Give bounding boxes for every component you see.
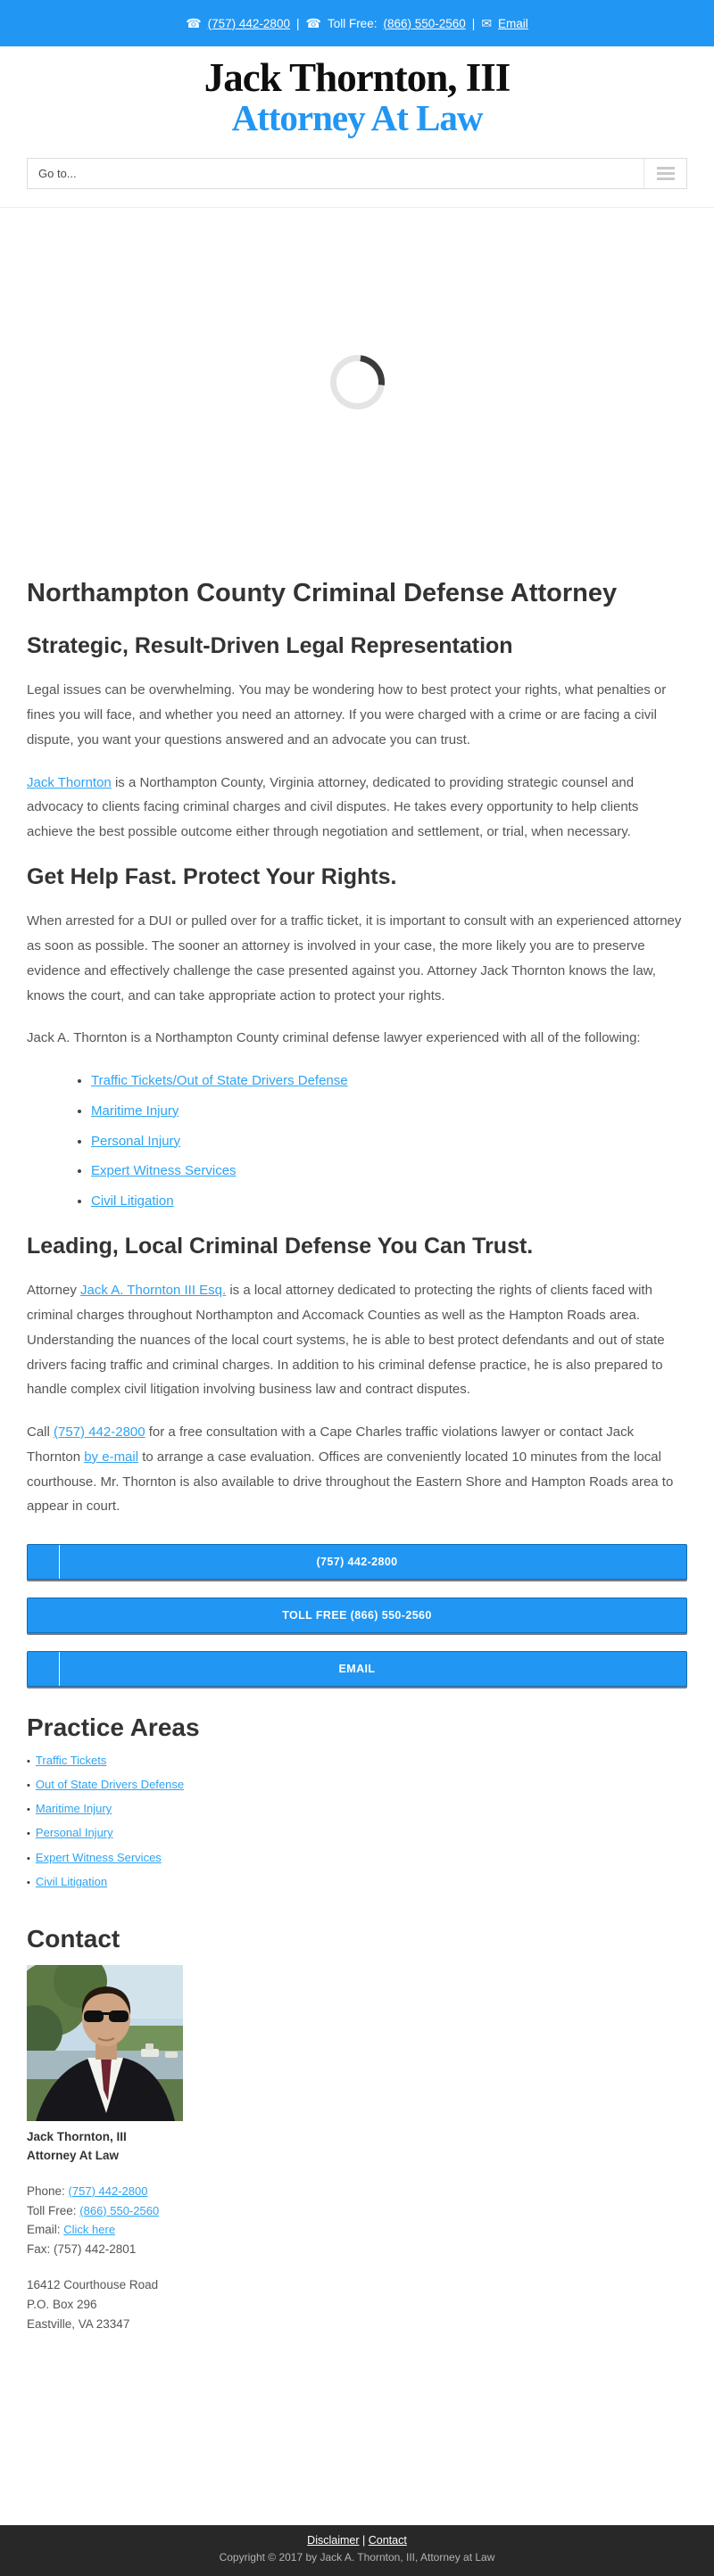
practice-area-item (27, 1873, 687, 1891)
inline-link[interactable]: by e-mail (84, 1449, 139, 1465)
main-nav (27, 158, 687, 189)
trust-paragraph (27, 1278, 687, 1402)
text-run: is a Northampton County, Virginia attorney, dedicated to providing strategic counsel and advocacy to clients facing criminal charges and civil disputes. He takes every opportunity to help clients achieve the best possible outcome either through negotiation and settlement, or trial, when necessary. (27, 774, 639, 839)
service-list-item (91, 1159, 687, 1184)
footer-links (0, 2534, 714, 2547)
text-run: Legal issues can be overwhelming. You may be wondering how to best protect your rights, what penalties or fines you will face, and whether you need an attorney. If you were charged with a crime or are facing a civil dispute, you want your questions answered and an advocate you can trust. (27, 682, 667, 747)
cta-button-label: TOLL FREE (866) 550-2560 (282, 1609, 432, 1622)
text-run: Call (27, 1424, 54, 1440)
service-link[interactable]: Civil Litigation (91, 1193, 174, 1209)
practice-area-link[interactable]: Out of State Drivers Defense (35, 1778, 185, 1792)
phone-icon: ☎ (305, 15, 321, 30)
footer-separator: | (359, 2534, 369, 2547)
contact-label: Fax: (757) 442-2801 (27, 2242, 137, 2257)
top-contact-bar (0, 0, 714, 46)
site-title: Jack Thornton, III (203, 55, 511, 100)
topbar-tollfree-link[interactable]: (866) 550-2560 (383, 16, 466, 30)
intro-paragraph (27, 678, 687, 752)
tollfree-label: Toll Free: (327, 16, 378, 30)
topbar-separator: | (295, 16, 300, 30)
text-run: Attorney (27, 1283, 81, 1299)
practice-area-item (27, 1824, 687, 1842)
services-list (27, 1069, 687, 1214)
phone-icon: ☎ (186, 15, 202, 30)
contact-heading: Contact (27, 1924, 120, 1953)
service-link[interactable]: Traffic Tickets/Out of State Drivers Defense (91, 1073, 348, 1088)
topbar-phone-link[interactable]: (757) 442-2800 (207, 16, 290, 30)
cta-button-label: EMAIL (338, 1663, 376, 1675)
bullet-icon: • (27, 1877, 33, 1888)
menu-icon[interactable] (643, 159, 686, 188)
footer-link[interactable]: Disclaimer (307, 2534, 360, 2547)
practice-area-item (27, 1752, 687, 1770)
button-divider (59, 1652, 60, 1686)
service-list-item (91, 1069, 687, 1094)
contact-label: Email: (27, 2223, 64, 2237)
practice-area-link[interactable]: Traffic Tickets (35, 1754, 107, 1767)
cta-button-label: (757) 442-2800 (316, 1556, 398, 1568)
services-intro-paragraph (27, 1026, 687, 1051)
contact-label: Toll Free: (27, 2203, 80, 2217)
help-paragraph (27, 909, 687, 1008)
menu-bar (657, 172, 675, 175)
practice-area-item (27, 1800, 687, 1818)
site-footer (0, 2525, 714, 2576)
contact-row (27, 2240, 687, 2259)
text-run: Jack A. Thornton is a Northampton County criminal defense lawyer experienced with all of the following: (27, 1030, 641, 1046)
contact-role: Attorney At Law (27, 2148, 120, 2162)
service-list-item (91, 1189, 687, 1214)
site-subtitle: Attorney At Law (231, 97, 483, 139)
contact-link[interactable]: Click here (63, 2223, 116, 2237)
copyright-text: Copyright © 2017 by Jack A. Thornton, III, Attorney at Law (219, 2551, 495, 2564)
button-divider (59, 1545, 60, 1579)
address-line: P.O. Box 296 (27, 2297, 97, 2311)
address-line: 16412 Courthouse Road (27, 2278, 159, 2292)
text-run: When arrested for a DUI or pulled over for a traffic ticket, it is important to consult with an experienced attorney as soon as possible. The sooner an attorney is involved in your case, the more likely you are to preserve evidence and effectively challenge the case presented against you. Attorney Jack Thornton knows the law, knows the court, and can take appropriate action to protect your rights. (27, 913, 682, 1003)
inline-link[interactable]: Jack Thornton (27, 774, 112, 790)
intro-heading: Strategic, Result-Driven Legal Representation (27, 632, 513, 658)
site-header (0, 46, 714, 139)
service-list-item (91, 1129, 687, 1154)
inline-link[interactable]: Jack A. Thornton III Esq. (80, 1283, 227, 1299)
trust-heading: Leading, Local Criminal Defense You Can Trust. (27, 1233, 534, 1259)
contact-name-block (27, 2128, 687, 2166)
topbar-separator: | (471, 16, 476, 30)
cta-button[interactable] (27, 1598, 687, 1633)
address-line: Eastville, VA 23347 (27, 2316, 130, 2331)
contact-label: Phone: (27, 2184, 69, 2198)
inline-link[interactable]: (757) 442-2800 (54, 1424, 145, 1440)
service-list-item (91, 1099, 687, 1124)
attorney-photo (27, 1965, 183, 2121)
contact-address (27, 2275, 687, 2334)
cta-button[interactable] (27, 1651, 687, 1687)
contact-row (27, 2220, 687, 2240)
email-icon: ✉ (481, 15, 493, 30)
practice-area-link[interactable]: Maritime Injury (35, 1802, 112, 1816)
menu-bar (657, 167, 675, 169)
contact-row (27, 2201, 687, 2221)
bullet-icon: • (27, 1756, 33, 1767)
topbar-email-link[interactable]: Email (498, 16, 528, 30)
practice-areas-list (27, 1752, 687, 1891)
header-divider (0, 207, 714, 208)
practice-area-link[interactable]: Personal Injury (35, 1826, 113, 1840)
practice-area-link[interactable]: Expert Witness Services (35, 1850, 162, 1864)
help-heading: Get Help Fast. Protect Your Rights. (27, 863, 397, 889)
bullet-icon: • (27, 1780, 33, 1792)
text-run: for a free consultation with a Cape Charles traffic violations lawyer or contact Jack Thornton (27, 1424, 635, 1465)
bullet-icon: • (27, 1804, 33, 1816)
service-link[interactable]: Personal Injury (91, 1133, 181, 1149)
service-link[interactable]: Expert Witness Services (91, 1163, 237, 1179)
footer-link[interactable]: Contact (368, 2534, 407, 2547)
bullet-icon: • (27, 1853, 33, 1864)
bullet-icon: • (27, 1829, 33, 1840)
page-title: Northampton County Criminal Defense Attorney (27, 579, 618, 608)
practice-areas-heading: Practice Areas (27, 1713, 200, 1741)
practice-area-link[interactable]: Civil Litigation (35, 1874, 108, 1888)
contact-row (27, 2182, 687, 2201)
practice-area-item (27, 1776, 687, 1794)
about-paragraph (27, 771, 687, 845)
cta-button[interactable] (27, 1544, 687, 1580)
text-run: is a local attorney dedicated to protecting the rights of clients faced with criminal charges throughout Northampton and Accomack Counties as well as the Hampton Roads area. Understanding the nuances of the local court systems, he is able to best protect defendants and out of state drivers facing traffic and criminal charges. In addition to his criminal defense practice, he is also prepared to handle complex civil litigation involving business law and contract disputes. (27, 1283, 665, 1398)
contact-link[interactable]: (757) 442-2800 (68, 2184, 148, 2198)
service-link[interactable]: Maritime Injury (91, 1102, 179, 1119)
main-content (0, 409, 714, 2333)
text-run: to arrange a case evaluation. Offices are conveniently located 10 minutes from the local courthouse. Mr. Thornton is also available to drive throughout the Eastern Shore and Hampton Roads area to appear in court. (27, 1449, 674, 1515)
practice-area-item (27, 1849, 687, 1867)
goto-select[interactable]: Go to... (38, 167, 77, 181)
contact-name: Jack Thornton, III (27, 2129, 127, 2143)
cta-buttons (27, 1544, 687, 1687)
contact-details (27, 2182, 687, 2259)
consultation-paragraph (27, 1420, 687, 1519)
menu-bar (657, 178, 675, 180)
contact-link[interactable]: (866) 550-2560 (79, 2203, 160, 2217)
